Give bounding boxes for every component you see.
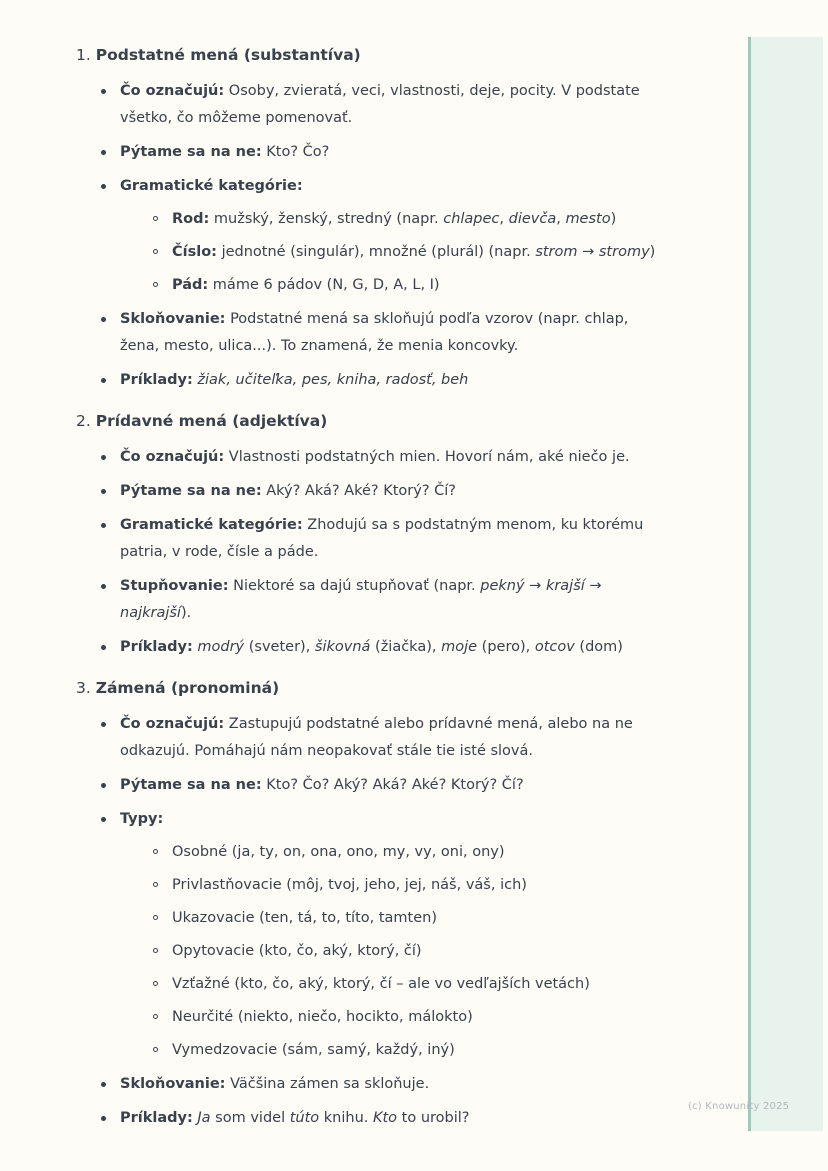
bullet-item [76, 478, 662, 505]
text-run: Pýtame sa na ne: [120, 777, 262, 793]
circle-marker-icon [153, 216, 158, 221]
text-run: , [499, 211, 509, 227]
bullet-item [76, 1071, 662, 1098]
bullet-item [76, 444, 662, 471]
bullet-disc-icon [101, 150, 106, 155]
sub-list [120, 839, 662, 1064]
sub-text [172, 877, 527, 893]
section-number: 2. [76, 412, 96, 430]
text-run: Čo označujú: [120, 449, 225, 465]
text-run: Podstatné mená sa skloňujú podľa vzorov (napr. chlap, žena, mesto, ulica...). To znamená, že menia koncovky. [120, 311, 629, 354]
text-run: pekný → krajší → najkrajší [120, 578, 602, 621]
text-run: moje [441, 639, 478, 655]
sub-item [120, 206, 662, 233]
text-run: Vlastnosti podstatných mien. Hovorí nám, aké niečo je. [224, 449, 630, 465]
sub-text [172, 976, 590, 992]
section-2 [76, 410, 662, 661]
text-run: strom → stromy [535, 244, 650, 260]
text-run: Príklady: [120, 1110, 193, 1126]
bullet-item [76, 139, 662, 166]
decorative-green-stripe [748, 37, 823, 1131]
sub-item [120, 272, 662, 299]
circle-marker-icon [153, 915, 158, 920]
text-run: Neurčité (niekto, niečo, hocikto, málokto) [172, 1009, 473, 1025]
text-run: Ukazovacie (ten, tá, to, títo, tamten) [172, 910, 437, 926]
sub-item [120, 971, 662, 998]
bullet-text [120, 449, 630, 465]
text-run: (dom) [574, 639, 623, 655]
text-run: Stupňovanie: [120, 578, 229, 594]
bullet-text [120, 83, 640, 126]
sub-text [172, 277, 440, 293]
circle-marker-icon [153, 249, 158, 254]
bullet-item [76, 512, 662, 566]
text-run: Príklady: [120, 639, 193, 655]
bullet-disc-icon [101, 317, 106, 322]
circle-marker-icon [153, 882, 158, 887]
sub-text [172, 844, 505, 860]
bullet-text [120, 483, 456, 499]
text-run: (sveter), [244, 639, 315, 655]
bullet-text [120, 639, 623, 655]
section-number: 1. [76, 46, 96, 64]
bullet-text [120, 578, 602, 621]
bullet-text [120, 144, 329, 160]
text-run: Pád: [172, 277, 209, 293]
sub-item [120, 872, 662, 899]
sub-text [172, 943, 422, 959]
text-run: Vymedzovacie (sám, samý, každý, iný) [172, 1042, 455, 1058]
bullet-text [120, 311, 628, 354]
bullet-text [120, 1110, 470, 1126]
bullet-disc-icon [101, 89, 106, 94]
text-run: mužský, ženský, stredný (napr. [209, 211, 444, 227]
text-run: Osoby, zvieratá, veci, vlastnosti, deje, pocity. V podstate všetko, čo môžeme pomenovať. [120, 83, 640, 126]
text-run: Rod: [172, 211, 210, 227]
circle-marker-icon [153, 849, 158, 854]
text-run: Skloňovanie: [120, 311, 226, 327]
circle-marker-icon [153, 981, 158, 986]
bullet-text [120, 716, 633, 759]
sub-text [172, 211, 616, 227]
text-run: Čo označujú: [120, 83, 225, 99]
bullet-item [76, 78, 662, 132]
text-run: ) [649, 244, 656, 260]
sub-text [172, 1042, 455, 1058]
text-run: Kto [372, 1110, 398, 1126]
bullet-disc-icon [101, 523, 106, 528]
text-run: žiak, učiteľka, pes, kniha, radosť, beh [192, 372, 469, 388]
text-run: Čo označujú: [120, 716, 225, 732]
sub-item [120, 839, 662, 866]
bullet-list [76, 711, 662, 1132]
bullet-disc-icon [101, 817, 106, 822]
section-3 [76, 677, 662, 1132]
document-page [76, 44, 662, 1148]
section-title: Prídavné mená (adjektíva) [95, 412, 328, 430]
bullet-item [76, 772, 662, 799]
text-run: knihu. [319, 1110, 373, 1126]
text-run: Typy: [120, 811, 164, 827]
text-run: Opytovacie (kto, čo, aký, ktorý, čí) [172, 943, 422, 959]
text-run: Zastupujú podstatné alebo prídavné mená, alebo na ne odkazujú. Pomáhajú nám neopakovať stále tie isté slová. [120, 716, 633, 759]
section-heading [76, 677, 662, 699]
bullet-item [76, 711, 662, 765]
sub-item [120, 239, 662, 266]
text-run: túto [289, 1110, 320, 1126]
text-run: , [556, 211, 566, 227]
text-run: Pýtame sa na ne: [120, 144, 262, 160]
bullet-disc-icon [101, 722, 106, 727]
text-run: Aký? Aká? Aké? Ktorý? Čí? [261, 483, 456, 499]
text-run: Ja [197, 1110, 211, 1126]
text-run: som videl [210, 1110, 290, 1126]
bullet-disc-icon [101, 1082, 106, 1087]
text-run: chlapec [443, 211, 500, 227]
sub-item [120, 1004, 662, 1031]
text-run: (pero), [477, 639, 535, 655]
bullet-text [120, 517, 643, 560]
text-run: Kto? Čo? Aký? Aká? Aké? Ktorý? Čí? [261, 777, 524, 793]
text-run: šikovná [314, 639, 371, 655]
sub-item [120, 938, 662, 965]
bullet-item [76, 367, 662, 394]
bullet-disc-icon [101, 489, 106, 494]
bullet-disc-icon [101, 378, 106, 383]
circle-marker-icon [153, 1047, 158, 1052]
text-run: Niektoré sa dajú stupňovať (napr. [228, 578, 481, 594]
bullet-text [120, 1076, 429, 1092]
text-run: dievča [508, 211, 557, 227]
bullet-text [120, 178, 303, 194]
sub-text [172, 1009, 473, 1025]
text-run: jednotné (singulár), množné (plurál) (napr. [216, 244, 536, 260]
bullet-list [76, 444, 662, 661]
text-run: máme 6 pádov (N, G, D, A, L, I) [208, 277, 440, 293]
bullet-disc-icon [101, 645, 106, 650]
bullet-disc-icon [101, 1116, 106, 1121]
bullet-text [120, 811, 163, 827]
text-run: Privlastňovacie (môj, tvoj, jeho, jej, náš, váš, ich) [172, 877, 527, 893]
text-run: ) [610, 211, 617, 227]
bullet-disc-icon [101, 783, 106, 788]
text-run: to urobil? [397, 1110, 470, 1126]
text-run: Číslo: [172, 244, 217, 260]
sub-text [172, 244, 655, 260]
text-run: Kto? Čo? [261, 144, 330, 160]
text-run: Zhodujú sa s podstatným menom, ku ktorému patria, v rode, čísle a páde. [120, 517, 644, 560]
bullet-item [76, 806, 662, 1064]
section-title: Zámená (pronominá) [95, 679, 280, 697]
text-run: modrý [197, 639, 245, 655]
text-run: Pýtame sa na ne: [120, 483, 262, 499]
sections-list [76, 44, 662, 1132]
text-run: (žiačka), [370, 639, 442, 655]
section-title: Podstatné mená (substantíva) [95, 46, 361, 64]
text-run: Väčšina zámen sa skloňuje. [225, 1076, 430, 1092]
circle-marker-icon [153, 282, 158, 287]
text-run: Gramatické kategórie: [120, 517, 303, 533]
bullet-text [120, 372, 468, 388]
section-heading [76, 410, 662, 432]
sub-item [120, 1037, 662, 1064]
bullet-item [76, 634, 662, 661]
text-run: mesto [565, 211, 611, 227]
sub-text [172, 910, 437, 926]
text-run: Skloňovanie: [120, 1076, 226, 1092]
bullet-item [76, 1105, 662, 1132]
bullet-disc-icon [101, 184, 106, 189]
bullet-disc-icon [101, 584, 106, 589]
text-run: otcov [534, 639, 575, 655]
bullet-item [76, 573, 662, 627]
section-1 [76, 44, 662, 394]
text-run: Príklady: [120, 372, 193, 388]
text-run: Vzťažné (kto, čo, aký, ktorý, čí – ale vo vedľajších vetách) [172, 976, 590, 992]
watermark: (c) Knowunity 2025 [688, 1101, 790, 1112]
section-number: 3. [76, 679, 96, 697]
section-heading [76, 44, 662, 66]
circle-marker-icon [153, 948, 158, 953]
bullet-item [76, 306, 662, 360]
circle-marker-icon [153, 1014, 158, 1019]
text-run: Gramatické kategórie: [120, 178, 303, 194]
bullet-list [76, 78, 662, 394]
sub-list [120, 206, 662, 299]
bullet-disc-icon [101, 455, 106, 460]
sub-item [120, 905, 662, 932]
bullet-item [76, 173, 662, 299]
bullet-text [120, 777, 524, 793]
text-run: Osobné (ja, ty, on, ona, ono, my, vy, oni, ony) [172, 844, 505, 860]
text-run: ). [180, 605, 192, 621]
